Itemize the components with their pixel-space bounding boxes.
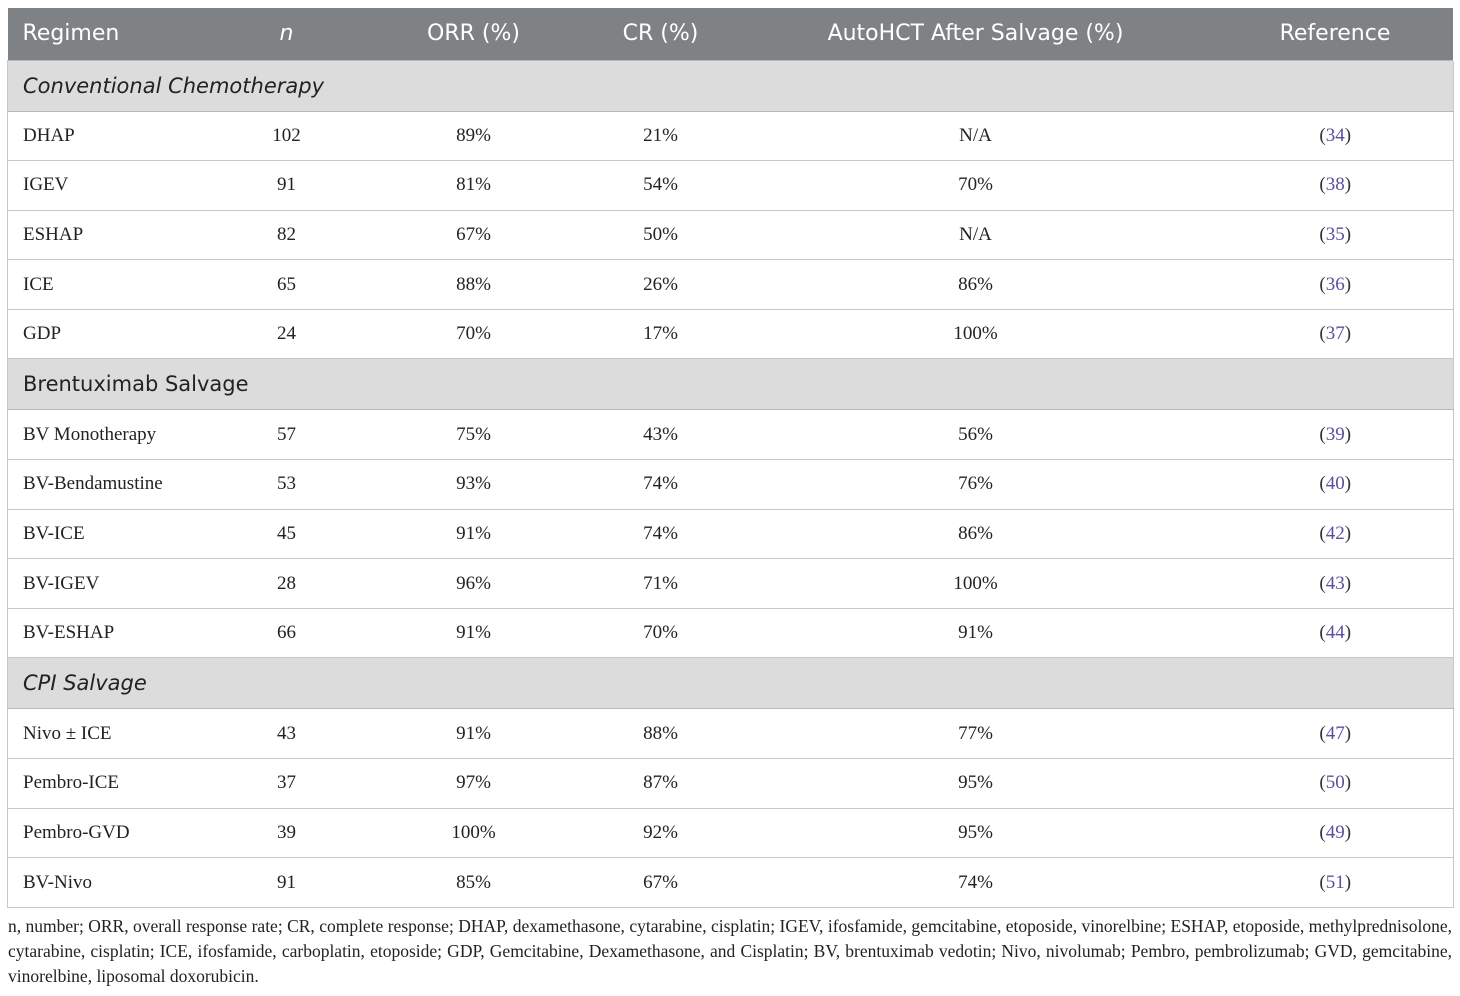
header-row bbox=[8, 8, 1454, 60]
table-row bbox=[8, 161, 1454, 211]
orr-cell: 91% bbox=[360, 709, 588, 759]
table-row bbox=[8, 808, 1454, 858]
reference-cell: (38) bbox=[1218, 161, 1454, 211]
autohct-cell: 70% bbox=[734, 161, 1218, 211]
orr-cell: 85% bbox=[360, 858, 588, 908]
section-title: CPI Salvage bbox=[8, 658, 1454, 709]
reference-cell: (37) bbox=[1218, 309, 1454, 359]
cr-cell: 74% bbox=[588, 460, 734, 510]
regimen-cell: Nivo ± ICE bbox=[8, 709, 214, 759]
orr-cell: 100% bbox=[360, 808, 588, 858]
regimen-cell: Pembro-ICE bbox=[8, 759, 214, 809]
regimen-cell: BV-Nivo bbox=[8, 858, 214, 908]
autohct-cell: 95% bbox=[734, 759, 1218, 809]
header-orr: ORR (%) bbox=[427, 21, 520, 47]
reference-link[interactable]: 39 bbox=[1325, 423, 1345, 445]
n-cell: 91 bbox=[214, 858, 360, 908]
n-cell: 37 bbox=[214, 759, 360, 809]
reference-cell: (42) bbox=[1218, 509, 1454, 559]
reference-cell: (36) bbox=[1218, 260, 1454, 310]
reference-cell: (40) bbox=[1218, 460, 1454, 510]
reference-link[interactable]: 50 bbox=[1325, 772, 1345, 794]
cr-cell: 21% bbox=[588, 111, 734, 161]
section-header-row bbox=[8, 658, 1454, 709]
regimen-cell: BV-IGEV bbox=[8, 559, 214, 609]
n-cell: 102 bbox=[214, 111, 360, 161]
cr-cell: 67% bbox=[588, 858, 734, 908]
n-cell: 39 bbox=[214, 808, 360, 858]
table-row bbox=[8, 309, 1454, 359]
n-cell: 66 bbox=[214, 608, 360, 658]
reference-link[interactable]: 44 bbox=[1325, 622, 1345, 644]
salvage-regimen-table bbox=[7, 8, 1455, 908]
reference-cell: (35) bbox=[1218, 210, 1454, 260]
orr-cell: 88% bbox=[360, 260, 588, 310]
reference-link[interactable]: 49 bbox=[1325, 821, 1345, 843]
autohct-cell: 74% bbox=[734, 858, 1218, 908]
cr-cell: 74% bbox=[588, 509, 734, 559]
cr-cell: 71% bbox=[588, 559, 734, 609]
regimen-cell: BV Monotherapy bbox=[8, 410, 214, 460]
section-header-row bbox=[8, 60, 1454, 111]
n-cell: 91 bbox=[214, 161, 360, 211]
section-title: Conventional Chemotherapy bbox=[8, 60, 1454, 111]
cr-cell: 17% bbox=[588, 309, 734, 359]
autohct-cell: N/A bbox=[734, 210, 1218, 260]
orr-cell: 93% bbox=[360, 460, 588, 510]
section-title: Brentuximab Salvage bbox=[8, 359, 1454, 410]
orr-cell: 91% bbox=[360, 509, 588, 559]
cr-cell: 26% bbox=[588, 260, 734, 310]
n-cell: 24 bbox=[214, 309, 360, 359]
section-header-row bbox=[8, 359, 1454, 410]
n-cell: 53 bbox=[214, 460, 360, 510]
n-cell: 43 bbox=[214, 709, 360, 759]
autohct-cell: 91% bbox=[734, 608, 1218, 658]
regimen-table-container bbox=[7, 8, 1453, 908]
regimen-cell: BV-ESHAP bbox=[8, 608, 214, 658]
orr-cell: 81% bbox=[360, 161, 588, 211]
autohct-cell: 77% bbox=[734, 709, 1218, 759]
cr-cell: 50% bbox=[588, 210, 734, 260]
cr-cell: 88% bbox=[588, 709, 734, 759]
orr-cell: 89% bbox=[360, 111, 588, 161]
reference-link[interactable]: 38 bbox=[1325, 174, 1345, 196]
header-autohct: AutoHCT After Salvage (%) bbox=[827, 21, 1124, 47]
orr-cell: 97% bbox=[360, 759, 588, 809]
orr-cell: 91% bbox=[360, 608, 588, 658]
table-row bbox=[8, 608, 1454, 658]
orr-cell: 96% bbox=[360, 559, 588, 609]
reference-link[interactable]: 36 bbox=[1325, 273, 1345, 295]
autohct-cell: 100% bbox=[734, 559, 1218, 609]
reference-link[interactable]: 40 bbox=[1325, 473, 1345, 495]
n-cell: 82 bbox=[214, 210, 360, 260]
table-row bbox=[8, 709, 1454, 759]
autohct-cell: 95% bbox=[734, 808, 1218, 858]
header-reference: Reference bbox=[1218, 8, 1454, 60]
cr-cell: 92% bbox=[588, 808, 734, 858]
table-footnote: n, number; ORR, overall response rate; CR, complete response; DHAP, dexamethasone, cytarabine, cisplatin; IGEV, ifosfamide, gemcitabine, etoposide, vinorelbine; ESHAP, etoposide, methylprednisolone, cytarabine, cisplatin; ICE, ifosfamide, carboplatin, etoposide; GDP, Gemcitabine, Dexamethasone, and Cisplatin; BV, brentuximab vedotin; Nivo, nivolumab; Pembro, pembrolizumab; GVD, gemcitabine, vinorelbine, liposomal doxorubicin. bbox=[8, 916, 1452, 986]
n-cell: 65 bbox=[214, 260, 360, 310]
reference-cell: (44) bbox=[1218, 608, 1454, 658]
autohct-cell: 76% bbox=[734, 460, 1218, 510]
orr-cell: 67% bbox=[360, 210, 588, 260]
regimen-cell: DHAP bbox=[8, 111, 214, 161]
regimen-cell: BV-ICE bbox=[8, 509, 214, 559]
regimen-cell: GDP bbox=[8, 309, 214, 359]
reference-cell: (49) bbox=[1218, 808, 1454, 858]
table-row bbox=[8, 460, 1454, 510]
cr-cell: 43% bbox=[588, 410, 734, 460]
cr-cell: 54% bbox=[588, 161, 734, 211]
reference-cell: (39) bbox=[1218, 410, 1454, 460]
cr-cell: 70% bbox=[588, 608, 734, 658]
orr-cell: 70% bbox=[360, 309, 588, 359]
n-cell: 45 bbox=[214, 509, 360, 559]
cr-cell: 87% bbox=[588, 759, 734, 809]
n-cell: 57 bbox=[214, 410, 360, 460]
table-row bbox=[8, 111, 1454, 161]
reference-link[interactable]: 34 bbox=[1325, 124, 1345, 146]
reference-cell: (47) bbox=[1218, 709, 1454, 759]
autohct-cell: 86% bbox=[734, 509, 1218, 559]
autohct-cell: N/A bbox=[734, 111, 1218, 161]
autohct-cell: 100% bbox=[734, 309, 1218, 359]
table-row bbox=[8, 260, 1454, 310]
header-cr: CR (%) bbox=[622, 21, 699, 47]
reference-cell: (51) bbox=[1218, 858, 1454, 908]
reference-link[interactable]: 35 bbox=[1325, 223, 1345, 245]
orr-cell: 75% bbox=[360, 410, 588, 460]
n-cell: 28 bbox=[214, 559, 360, 609]
table-row bbox=[8, 509, 1454, 559]
table-row bbox=[8, 759, 1454, 809]
reference-cell: (50) bbox=[1218, 759, 1454, 809]
header-n: n bbox=[279, 21, 294, 47]
regimen-cell: BV-Bendamustine bbox=[8, 460, 214, 510]
regimen-cell: Pembro-GVD bbox=[8, 808, 214, 858]
table-row bbox=[8, 210, 1454, 260]
autohct-cell: 86% bbox=[734, 260, 1218, 310]
reference-link[interactable]: 47 bbox=[1325, 722, 1345, 744]
table-row bbox=[8, 858, 1454, 908]
reference-cell: (43) bbox=[1218, 559, 1454, 609]
header-regimen: Regimen bbox=[22, 21, 120, 47]
regimen-cell: ESHAP bbox=[8, 210, 214, 260]
table-row bbox=[8, 410, 1454, 460]
reference-link[interactable]: 37 bbox=[1325, 323, 1345, 345]
regimen-cell: ICE bbox=[8, 260, 214, 310]
autohct-cell: 56% bbox=[734, 410, 1218, 460]
reference-link[interactable]: 42 bbox=[1325, 522, 1345, 544]
reference-link[interactable]: 51 bbox=[1325, 871, 1345, 893]
reference-cell: (34) bbox=[1218, 111, 1454, 161]
table-row bbox=[8, 559, 1454, 609]
reference-link[interactable]: 43 bbox=[1325, 572, 1345, 594]
regimen-cell: IGEV bbox=[8, 161, 214, 211]
